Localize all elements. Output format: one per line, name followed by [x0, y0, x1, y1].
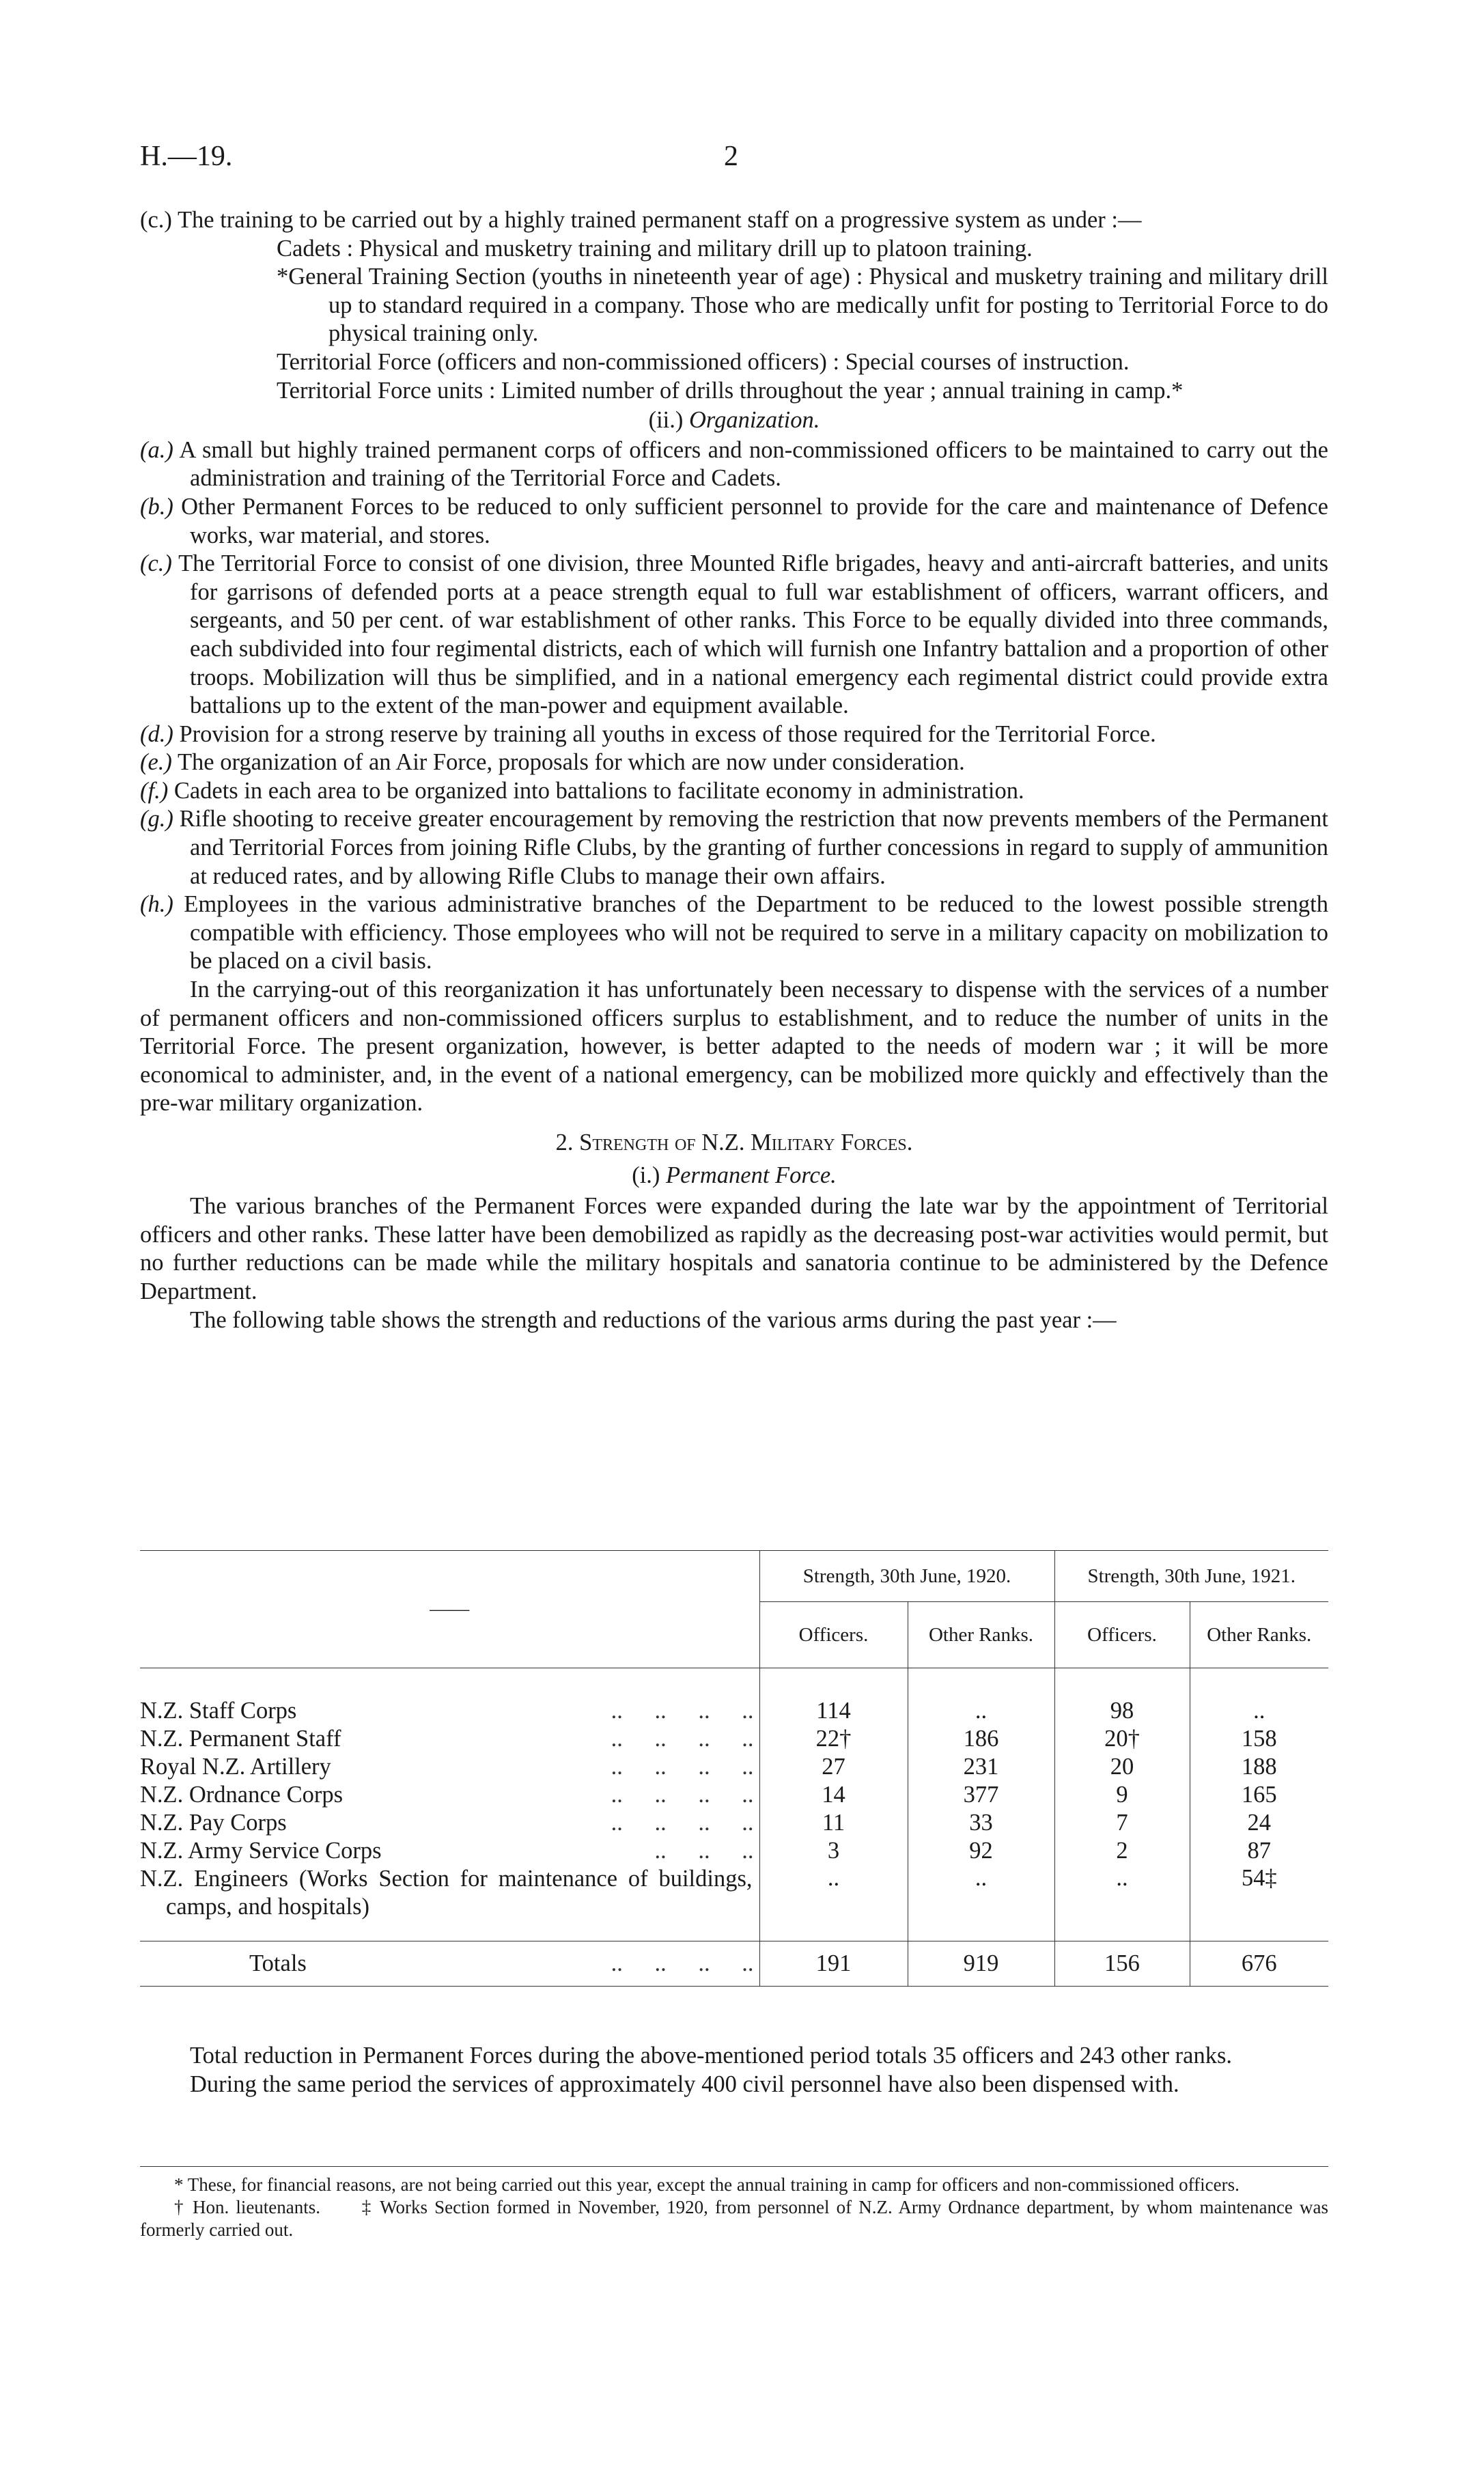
cell-other-ranks-1920: 33	[908, 1809, 1054, 1837]
cell-other-ranks-1920: 92	[908, 1837, 1054, 1865]
cell-other-ranks-1920: 377	[908, 1781, 1054, 1809]
cell-officers-1921: 156	[1054, 1941, 1190, 1987]
item-label: (f.)	[140, 777, 169, 804]
cell-officers-1921: 20†	[1054, 1725, 1190, 1753]
row-label: Totals	[249, 1950, 307, 1976]
item-label: (d.)	[140, 720, 173, 747]
item-text: Cadets in each area to be organized into battalions to facilitate economy in administration.	[173, 777, 1024, 804]
org-item-e	[140, 748, 1328, 777]
document-code: H.—19.	[140, 141, 233, 172]
row-label: N.Z. Ordnance Corps	[140, 1781, 344, 1808]
cell-other-ranks-1921: 676	[1190, 1941, 1328, 1987]
training-sub-territorial-units: Territorial Force units : Limited number of drills throughout the year ; annual training in camp.*	[277, 377, 1184, 404]
cell-officers-1920: 3	[759, 1837, 908, 1865]
training-sub-cadets: Cadets : Physical and musketry training and military drill up to platoon training.	[277, 235, 1033, 262]
cell-officers-1920: 191	[759, 1941, 908, 1987]
cell-officers-1921: 20	[1054, 1753, 1190, 1781]
cell-officers-1920: 27	[759, 1753, 908, 1781]
row-label: Royal N.Z. Artillery	[140, 1753, 331, 1780]
footnote-daggers	[140, 2196, 1328, 2241]
cell-officers-1920: 11	[759, 1809, 908, 1837]
item-label: (c.)	[140, 207, 172, 233]
cell-officers-1920: 114	[759, 1697, 908, 1725]
leader-dots: .. .. .. ..	[611, 1725, 754, 1752]
row-label: N.Z. Permanent Staff	[140, 1725, 341, 1752]
item-text: A small but highly trained permanent corps of officers and non-commissioned officers to be maintained to carry out the administration and training of the Territorial Force and Cadets.	[179, 436, 1328, 492]
cell-officers-1921: 2	[1054, 1837, 1190, 1865]
cell-officers-1921: ..	[1054, 1865, 1190, 1922]
training-item-c	[140, 206, 1328, 235]
table-row	[140, 1725, 1328, 1753]
organization-closing-paragraph: In the carrying-out of this reorganization it has unfortunately been necessary to dispense with the services of a number of permanent officers and non-commissioned officers surplus to establishment, and to reduce the number of units in the Territorial Force. The present organization, however, is better adapted to the needs of modern war ; it will be more economical to administer, and, in the event of a national emergency, can be mobilized more quickly and effectively than the pre-war military organization.	[140, 977, 1328, 1117]
row-label: N.Z. Staff Corps	[140, 1697, 297, 1724]
item-text: Employees in the various administrative branches of the Department to be reduced to the lowest possible strength compatible with efficiency. Those employees who will not be required to serve in a military capacity on mobilization to be placed on a civil basis.	[184, 891, 1328, 974]
stub-header: ——	[430, 1598, 470, 1620]
cell-other-ranks-1921: 87	[1190, 1837, 1328, 1865]
item-label: (h.)	[140, 891, 173, 918]
civil-personnel-paragraph: During the same period the services of approximately 400 civil personnel have also been dispensed with.	[190, 2071, 1179, 2097]
leader-dots: .. .. .. ..	[611, 1950, 754, 1976]
item-text: Other Permanent Forces to be reduced to only sufficient personnel to provide for the care and maintenance of Defence works, war material, and stores.	[181, 493, 1328, 548]
heading-title: 2. Strength of N.Z. Military Forces.	[555, 1130, 913, 1155]
training-sub-general: *General Training Section (youths in nineteenth year of age) : Physical and musketry training and military drill up to standard required in a company. Those who are medically unfit for posting to Territorial Force to do physical training only.	[277, 264, 1328, 347]
cell-officers-1920: 14	[759, 1781, 908, 1809]
leader-dots: .. .. .. ..	[611, 1781, 754, 1808]
org-item-b	[140, 493, 1328, 550]
row-label: N.Z. Engineers (Works Section for maintenance of buildings, camps, and hospitals)	[140, 1865, 753, 1920]
leader-dots: .. .. .. ..	[611, 1753, 754, 1780]
footnote-divider	[140, 2166, 1328, 2167]
item-text: Rifle shooting to receive greater encouragement by removing the restriction that now prevents members of the Permanent and Territorial Forces from joining Rifle Clubs, by the granting of further concessions in regard to supply of ammunition at reduced rates, and by allowing Rifle Clubs to manage their own affairs.	[179, 806, 1329, 889]
org-item-d	[140, 720, 1328, 749]
cell-officers-1920: ..	[759, 1865, 908, 1922]
cell-other-ranks-1921: 188	[1190, 1753, 1328, 1781]
strength-table	[140, 1550, 1328, 1988]
cell-other-ranks-1920: 919	[908, 1941, 1054, 1987]
org-item-h	[140, 891, 1328, 976]
group-header-1921: Strength, 30th June, 1921.	[1054, 1551, 1328, 1602]
item-label: (a.)	[140, 436, 173, 463]
cell-other-ranks-1921: 165	[1190, 1781, 1328, 1809]
page-header	[140, 140, 1342, 181]
row-label: N.Z. Pay Corps	[140, 1809, 287, 1836]
cell-officers-1921: 98	[1054, 1697, 1190, 1725]
footnote-star: * These, for financial reasons, are not being carried out this year, except the annual training in camp for officers and non-commissioned officers.	[174, 2174, 1240, 2195]
leader-dots: .. .. ..	[654, 1837, 754, 1864]
page-number: 2	[724, 141, 738, 172]
leader-dots: .. .. .. ..	[611, 1809, 754, 1836]
strength-paragraph-2: The following table shows the strength and reductions of the various arms during the past year :—	[190, 1306, 1117, 1333]
footnote-double-dagger: ‡ Works Section formed in November, 1920, from personnel of N.Z. Army Ordnance department, by whom maintenance was formerly carried out.	[140, 2197, 1329, 2240]
cell-officers-1920: 22†	[759, 1725, 908, 1753]
footnotes	[140, 2174, 1328, 2241]
heading-number: (ii.)	[648, 407, 684, 434]
permanent-force-heading	[140, 1162, 1328, 1190]
table-row	[140, 1781, 1328, 1809]
strength-heading	[140, 1129, 1328, 1158]
cell-other-ranks-1920: 186	[908, 1725, 1054, 1753]
item-label: (b.)	[140, 493, 173, 520]
organization-heading	[140, 406, 1328, 435]
cell-officers-1921: 9	[1054, 1781, 1190, 1809]
item-text: The organization of an Air Force, proposals for which are now under consideration.	[177, 749, 965, 776]
table-row	[140, 1809, 1328, 1837]
org-item-a	[140, 436, 1328, 493]
col-other-ranks-1920: Other Ranks.	[908, 1602, 1054, 1668]
item-label: (c.)	[140, 550, 172, 577]
item-label: (g.)	[140, 806, 173, 832]
item-text: The Territorial Force to consist of one division, three Mounted Rifle brigades, heavy and anti-aircraft batteries, and units for garrisons of defended ports at a peace strength equal to full war establishment of officers, warrant officers, and sergeants, and 50 per cent. of war establishment of other ranks. This Force to be equally divided into three commands, each subdivided into four regimental districts, each of which will furnish one Infantry battalion and a proportion of other troops. Mobilization will thus be simplified, and in a national emergency each regimental district could provide extra battalions up to the extent of the man-power and equipment available.	[178, 550, 1328, 719]
col-officers-1921: Officers.	[1054, 1602, 1190, 1668]
table-row	[140, 1753, 1328, 1781]
group-header-1920: Strength, 30th June, 1920.	[759, 1551, 1054, 1602]
item-text: Provision for a strong reserve by training all youths in excess of those required for the Territorial Force.	[179, 720, 1156, 747]
footnote-dagger: † Hon. lieutenants.	[174, 2197, 321, 2217]
item-label: (e.)	[140, 749, 172, 776]
heading-title: Permanent Force.	[666, 1162, 837, 1188]
cell-other-ranks-1921: ..	[1190, 1697, 1328, 1725]
cell-other-ranks-1920: 231	[908, 1753, 1054, 1781]
col-officers-1920: Officers.	[759, 1602, 908, 1668]
item-text: The training to be carried out by a highly trained permanent staff on a progressive system as under :—	[177, 207, 1142, 233]
totals-row	[140, 1941, 1328, 1987]
row-label: N.Z. Army Service Corps	[140, 1837, 382, 1864]
strength-paragraph-1: The various branches of the Permanent Forces were expanded during the late war by the appointment of Territorial officers and other ranks. These latter have been demobilized as rapidly as the decreasing post-war activities would permit, but no further reductions can be made while the military hospitals and sanatoria continue to be administered by the Defence Department.	[140, 1193, 1328, 1304]
table-row	[140, 1697, 1328, 1725]
table-row	[140, 1865, 1328, 1922]
main-text-bottom	[140, 2042, 1328, 2099]
cell-other-ranks-1921: 24	[1190, 1809, 1328, 1837]
cell-other-ranks-1921: 158	[1190, 1725, 1328, 1753]
training-sub-territorial-officers: Territorial Force (officers and non-commissioned officers) : Special courses of instruction.	[277, 348, 1130, 375]
heading-title: Organization.	[689, 407, 820, 434]
cell-other-ranks-1921: 54‡	[1190, 1865, 1328, 1922]
total-reduction-paragraph: Total reduction in Permanent Forces during the above-mentioned period totals 35 officers and 243 other ranks.	[190, 2043, 1233, 2069]
main-text-top	[140, 206, 1328, 1334]
heading-number: (i.)	[632, 1162, 660, 1188]
org-item-f	[140, 777, 1328, 806]
table-row	[140, 1837, 1328, 1865]
col-other-ranks-1921: Other Ranks.	[1190, 1602, 1328, 1668]
cell-other-ranks-1920: ..	[908, 1865, 1054, 1922]
org-item-g	[140, 805, 1328, 891]
org-item-c	[140, 550, 1328, 720]
leader-dots: .. .. .. ..	[611, 1697, 754, 1724]
cell-other-ranks-1920: ..	[908, 1697, 1054, 1725]
cell-officers-1921: 7	[1054, 1809, 1190, 1837]
